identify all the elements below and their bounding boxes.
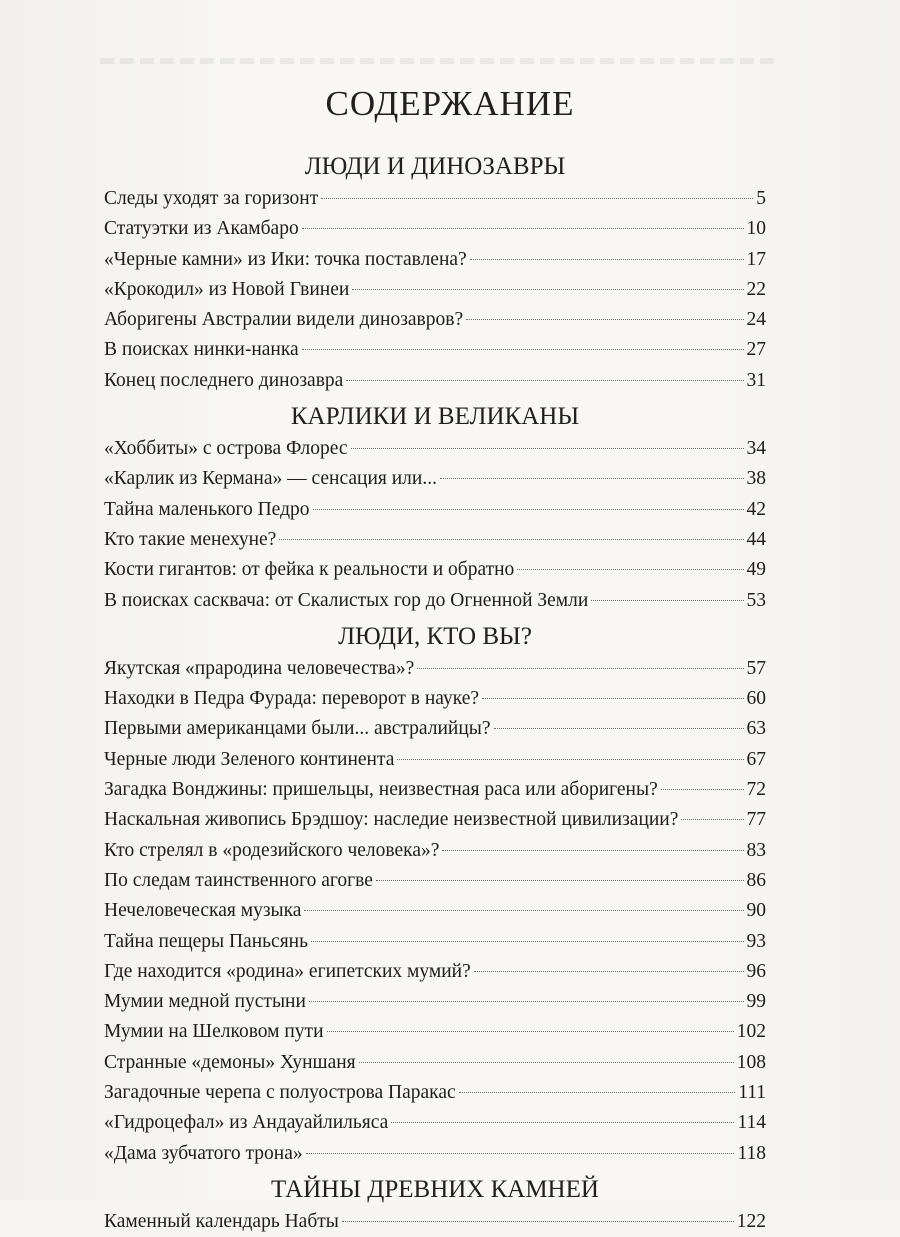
toc-entry-title: Где находится «родина» египетских мумий?	[104, 960, 471, 982]
dot-leader	[306, 1152, 735, 1154]
dot-leader	[311, 940, 744, 942]
toc-entry-page: 114	[737, 1112, 766, 1134]
toc-entry-title: Статуэтки из Акамбаро	[104, 218, 299, 240]
toc-entry-title: Загадочные черепа с полуострова Паракас	[104, 1082, 456, 1104]
toc-entry	[104, 275, 766, 305]
toc-entry	[104, 775, 766, 805]
toc-entry	[104, 245, 766, 275]
toc-entry-title: Находки в Педра Фурада: переворот в науке?	[104, 688, 480, 710]
section-heading: ЛЮДИ И ДИНОЗАВРЫ	[304, 153, 566, 180]
toc-entry	[104, 957, 766, 987]
toc-entry-title: «Дама зубчатого трона»	[104, 1142, 303, 1164]
toc-entry	[104, 366, 766, 396]
dot-leader	[309, 1000, 744, 1002]
toc-entry-page: 108	[736, 1051, 766, 1073]
toc-entry-page: 57	[746, 657, 766, 679]
dot-leader	[466, 318, 743, 320]
toc-entry-page: 118	[737, 1142, 766, 1164]
dot-leader	[681, 818, 743, 820]
toc-entry-title: Первыми американцами были... австралийцы?	[104, 718, 491, 740]
toc-entry-title: Нечеловеческая музыка	[104, 900, 302, 922]
toc-entry-page: 22	[746, 278, 766, 300]
toc-entry-page: 122	[736, 1210, 766, 1232]
toc-entry-title: Загадка Вонджины: пришельцы, неизвестная раса или аборигены?	[104, 779, 658, 801]
dot-leader	[517, 568, 743, 570]
toc-entry	[104, 866, 766, 896]
dot-leader	[351, 447, 744, 449]
toc-entry-page: 90	[746, 900, 766, 922]
dot-leader	[482, 697, 743, 699]
dot-leader	[346, 379, 743, 381]
toc-entry-title: Наскальная живопись Брэдшоу: наследие неизвестной цивилизации?	[104, 809, 679, 831]
toc-entry-page: 72	[746, 779, 766, 801]
toc-entry	[104, 1207, 766, 1237]
toc-entry-title: Кто такие менехуне?	[104, 528, 277, 550]
toc-entry	[104, 1017, 766, 1047]
toc-entry-page: 31	[746, 369, 766, 391]
toc-entry	[104, 464, 766, 494]
toc-entry-title: По следам таинственного агогве	[104, 869, 373, 891]
dot-leader	[442, 849, 743, 851]
dot-leader	[359, 1061, 734, 1063]
bleed-through-text	[100, 58, 780, 64]
dot-leader	[376, 879, 744, 881]
toc-entry	[104, 434, 766, 464]
section-heading: КАРЛИКИ И ВЕЛИКАНЫ	[290, 403, 580, 431]
toc-entry	[104, 1078, 766, 1108]
toc-entry-title: Конец последнего динозавра	[104, 369, 344, 391]
toc-entry	[104, 214, 766, 244]
toc-entry-page: 53	[746, 589, 766, 611]
toc-entry-page: 93	[746, 930, 766, 952]
section-heading: ТАЙНЫ ДРЕВНИХ КАМНЕЙ	[271, 1175, 599, 1203]
toc-entry-page: 10	[746, 218, 766, 240]
dot-leader	[440, 477, 744, 479]
dot-leader	[397, 758, 743, 760]
toc-entry-title: В поисках нинки-нанка	[104, 339, 299, 361]
toc-entry-title: Аборигены Австралии видели динозавров?	[104, 309, 464, 331]
toc-entry-title: В поисках сасквача: от Скалистых гор до Огненной Земли	[104, 589, 589, 611]
toc-entry	[104, 335, 766, 365]
toc-entry	[104, 805, 766, 835]
toc-entry-page: 67	[746, 748, 766, 770]
dot-leader	[304, 909, 743, 911]
dot-leader	[302, 348, 744, 350]
dot-leader	[342, 1220, 734, 1222]
dot-leader	[302, 227, 744, 229]
page-title: СОДЕРЖАНИЕ	[325, 84, 575, 123]
dot-leader	[391, 1121, 734, 1123]
toc-entry	[104, 1139, 766, 1169]
dot-leader	[279, 538, 743, 540]
dot-leader	[313, 508, 744, 510]
dot-leader	[352, 288, 743, 290]
toc-entry-title: «Гидроцефал» из Андауайлильяса	[104, 1112, 389, 1134]
toc-entry-page: 60	[746, 688, 766, 710]
toc-entry-title: Кто стрелял в «родезийского человека»?	[104, 839, 440, 861]
toc-entry	[104, 1048, 766, 1078]
toc-entry-page: 34	[746, 438, 766, 460]
dot-leader	[494, 727, 744, 729]
toc-entry-page: 27	[746, 339, 766, 361]
toc-entry-page: 38	[746, 468, 766, 490]
toc-entry-title: Тайна пещеры Паньсянь	[104, 930, 308, 952]
toc-entry-page: 83	[746, 839, 766, 861]
toc-entry-title: «Хоббиты» с острова Флорес	[104, 438, 348, 460]
toc-entry	[104, 836, 766, 866]
toc-entry-title: «Карлик из Кермана» — сенсация или...	[104, 468, 437, 490]
toc-entry-title: Странные «демоны» Хуншаня	[104, 1051, 356, 1073]
toc-entry-title: «Крокодил» из Новой Гвинеи	[104, 278, 350, 300]
toc-entry	[104, 1108, 766, 1138]
toc-entry-title: Кости гигантов: от фейка к реальности и обратно	[104, 559, 515, 581]
toc-entry-title: Мумии медной пустыни	[104, 991, 306, 1013]
toc-entry-title: Каменный календарь Набты	[104, 1210, 339, 1232]
table-of-contents	[104, 146, 766, 1237]
toc-entry-page: 86	[746, 869, 766, 891]
toc-entry	[104, 525, 766, 555]
toc-entry	[104, 684, 766, 714]
toc-entry	[104, 896, 766, 926]
dot-leader	[327, 1030, 734, 1032]
dot-leader	[474, 970, 744, 972]
toc-entry-title: Следы уходят за горизонт	[104, 188, 319, 209]
dot-leader	[417, 667, 743, 669]
dot-leader	[459, 1091, 736, 1093]
toc-entry-page: 77	[746, 809, 766, 831]
toc-entry	[104, 987, 766, 1017]
toc-entry	[104, 495, 766, 525]
toc-entry-page: 44	[746, 528, 766, 550]
toc-entry	[104, 586, 766, 616]
toc-entry-title: Якутская «прародина человечества»?	[104, 657, 415, 679]
dot-leader	[661, 788, 744, 790]
toc-entry	[104, 745, 766, 775]
dot-leader	[321, 197, 753, 199]
toc-entry-title: Черные люди Зеленого континента	[104, 748, 395, 770]
toc-entry-page: 63	[746, 718, 766, 740]
toc-entry-page: 5	[756, 188, 766, 209]
toc-entry-page: 49	[746, 559, 766, 581]
toc-entry-page: 102	[736, 1021, 766, 1043]
toc-entry-title: «Черные камни» из Ики: точка поставлена?	[104, 248, 467, 270]
toc-entry-page: 99	[746, 991, 766, 1013]
toc-entry-page: 42	[746, 498, 766, 520]
dot-leader	[591, 599, 743, 601]
toc-entry-page: 111	[738, 1082, 766, 1104]
toc-entry	[104, 305, 766, 335]
toc-entry	[104, 654, 766, 684]
toc-entry-page: 17	[746, 248, 766, 270]
toc-entry	[104, 927, 766, 957]
toc-entry-page: 24	[746, 309, 766, 331]
toc-entry-title: Мумии на Шелковом пути	[104, 1021, 324, 1043]
dot-leader	[470, 258, 744, 260]
toc-entry	[104, 184, 766, 214]
section-heading: ЛЮДИ, КТО ВЫ?	[338, 622, 532, 650]
toc-entry-title: Тайна маленького Педро	[104, 498, 310, 520]
toc-entry-page: 96	[746, 960, 766, 982]
toc-entry	[104, 714, 766, 744]
toc-entry	[104, 555, 766, 585]
